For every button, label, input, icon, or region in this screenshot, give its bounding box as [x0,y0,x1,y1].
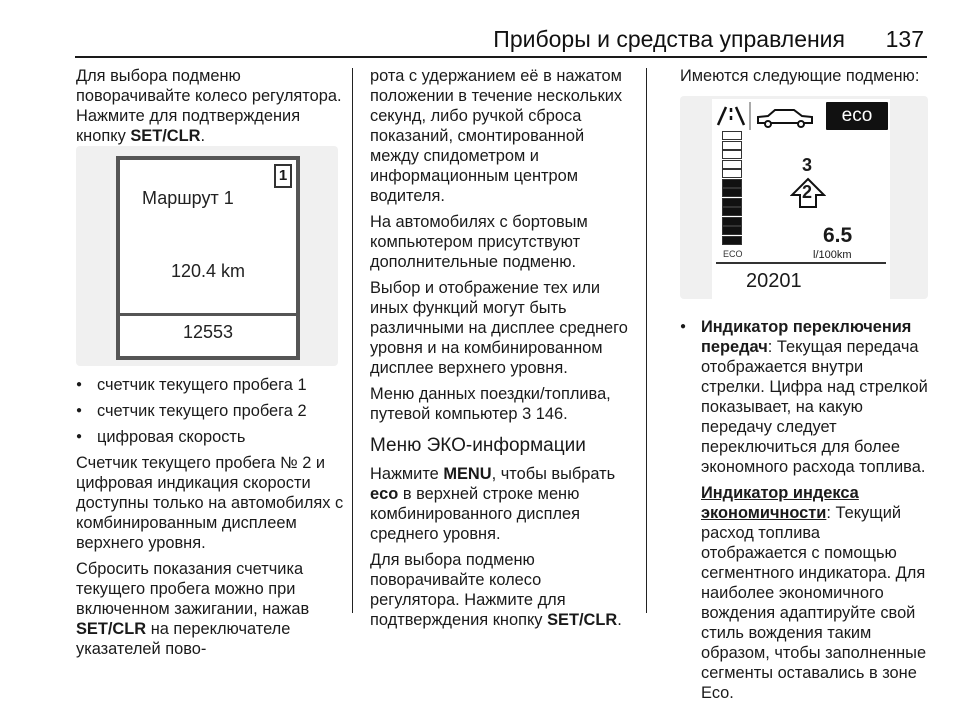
col2-paragraph-5: Нажмите MENU, чтобы выбрать eco в верхней строке меню комбинированного дисплея среднего уровня. [370,465,616,543]
trip-display-screen [116,156,300,360]
eco-segment [722,198,742,207]
eco-display-image [680,96,928,299]
road-car-icons [712,99,822,133]
trip-distance: 120.4 km [170,261,246,281]
col2-paragraph-1: рота с удержанием её в нажатом положении в течение нескольких секунд, либо ручкой сброса показаний, смонтированной между спидометром и информационным центром водителя. [370,67,623,205]
eco-segment [722,141,742,150]
col2-paragraph-6: Для выбора подменю поворачивайте колесо регулятора. Нажмите для подтверждения кнопку SET/CLR. [370,551,622,629]
trip-display-image [76,146,338,366]
eco-segment [722,207,742,216]
header-title: Приборы и средства управления [493,26,845,52]
eco-segment [722,179,742,188]
eco-segment [722,188,742,197]
list-item-continuation: Индикатор индекса экономичности: Текущий расход топлива отображается с помощью сегментного индикатора. Для наиболее экономичного вождения адаптируйте свой стиль вождения таким образом, чтобы заполненные сегменты оставались в зоне Eco. [701,484,927,702]
eco-menu-heading: Меню ЭКО-информации [370,435,586,456]
page-number: 137 [885,26,924,52]
eco-display-screen [712,99,890,299]
road-lanes-icon [718,107,744,125]
list-item: ● счетчик текущего пробега 2 [76,401,344,421]
col2-paragraph-2: На автомобилях с бортовым компьютером присутствуют дополнительные подменю. [370,213,588,271]
list-item: ● счетчик текущего пробега 1 [76,375,344,395]
header-rule [75,56,927,58]
trip-odometer: 12553 [182,322,234,342]
eco-odometer-row [716,262,886,298]
col1-paragraph-1: Счетчик текущего пробега № 2 и цифровая индикация скорости доступны только на автомобилях с комбинированным дисплеем верхнего уровня. [76,454,344,552]
set-clr-label: SET/CLR [130,127,201,145]
list-item: ● Индикатор переключения передач: Текущая передача отображается внутри стрелки. Цифра над стрелкой показывает, на какую передачу следует переключиться для более экономного расхода топлива. [680,317,930,477]
col2-paragraph-4: Меню данных поездки/топлива, путевой компьютер 3 146. [370,385,611,423]
col1-paragraph-2: Сбросить показания счетчика текущего пробега можно при включенном зажигании, нажав SET/CLR на переключателе указателей пово- [76,560,310,658]
eco-segment [722,217,742,226]
page-reference: 3 146. [522,405,568,423]
trip-title: Маршрут 1 [142,188,234,208]
eco-segment [722,150,742,159]
recommended-gear: 3 [802,155,813,175]
column-3-intro [680,66,930,92]
fuel-consumption-value: 6.5 [823,224,853,247]
eco-top-bar [712,99,890,133]
column-1-lower [76,375,344,665]
column-divider-1 [352,68,353,613]
eco-segment [722,226,742,235]
col1-intro: Для выбора подменю поворачивайте колесо регулятора. Нажмите для подтверждения кнопку SET/CLR. [76,67,342,145]
column-divider-2 [646,68,647,613]
eco-segment [722,236,742,245]
trip-separator [120,313,296,316]
car-icon [758,110,812,127]
eco-zone-label: ECO [723,249,743,259]
column-1 [76,66,344,152]
eco-segment [722,160,742,169]
column-2 [370,66,634,636]
eco-tab: eco [826,102,888,130]
eco-odometer: 20201 [746,270,802,292]
eco-symbol: eco [370,485,399,503]
col3-intro: Имеются следующие подменю: [680,67,920,85]
list-item: ● цифровая скорость [76,427,344,447]
col2-paragraph-3: Выбор и отображение тех или иных функций могут быть различными на дисплее среднего уровня и на комбинированном дисплее верхнего уровня. [370,279,628,377]
page-header [0,0,960,56]
current-gear: 2 [802,182,813,202]
column-3 [680,317,930,709]
trip-number-badge: 1 [274,164,292,188]
eco-segment [722,169,742,178]
fuel-consumption-unit: l/100km [813,249,852,261]
eco-segment [722,131,742,140]
